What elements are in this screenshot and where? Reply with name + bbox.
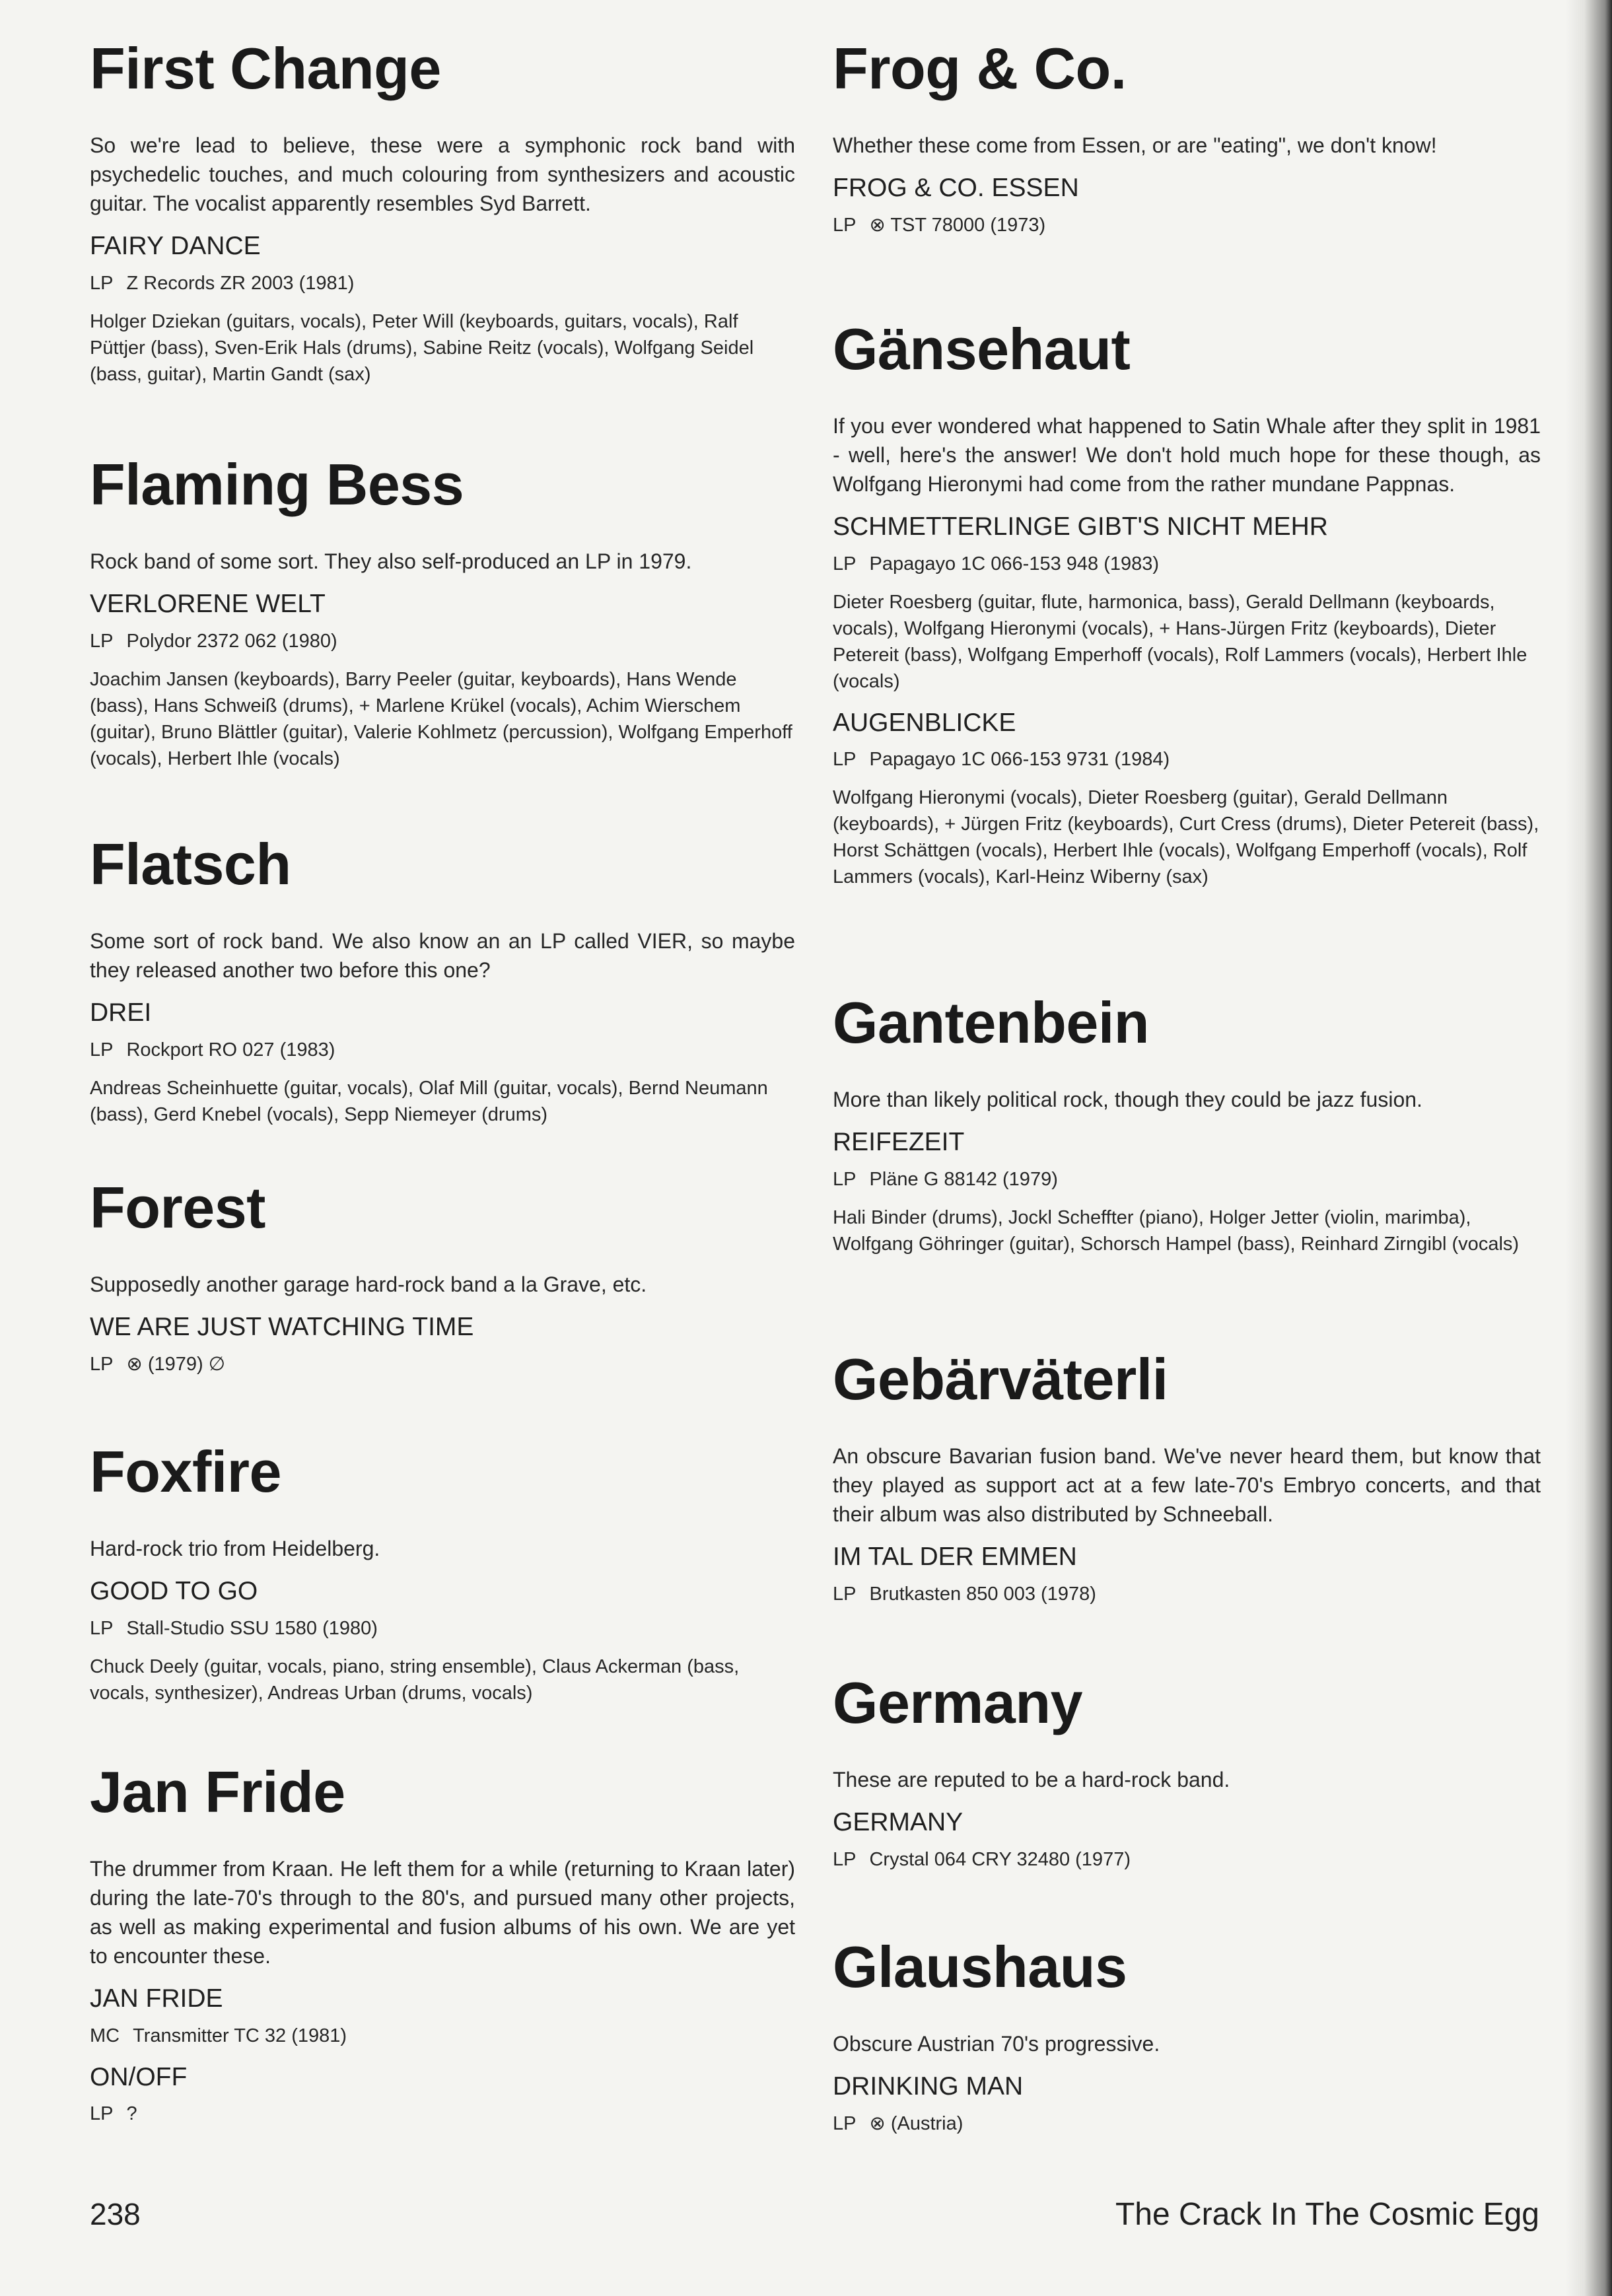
entry-foxfire bbox=[90, 1439, 795, 1706]
entry-frog-and-co bbox=[833, 36, 1541, 238]
band-description: More than likely political rock, though they could be jazz fusion. bbox=[833, 1088, 1422, 1111]
release-line bbox=[90, 271, 795, 296]
band-name: Glaushaus bbox=[833, 1934, 1127, 2000]
album-title: DREI bbox=[90, 998, 152, 1027]
release-line bbox=[90, 1352, 795, 1377]
release-line bbox=[833, 2112, 1541, 2137]
band-description: Obscure Austrian 70's progressive. bbox=[833, 2032, 1160, 2056]
personnel-list: Chuck Deely (guitar, vocals, piano, string ensemble), Claus Ackerman (bass, vocals, synthesizer), Andreas Urban (drums, vocals) bbox=[90, 1655, 740, 1704]
release-label: Transmitter TC 32 (1981) bbox=[133, 2025, 347, 2046]
release-label: ⊗ (1979) ∅ bbox=[126, 1353, 225, 1375]
band-description: Whether these come from Essen, or are "eating", we don't know! bbox=[833, 133, 1437, 157]
release-line bbox=[90, 629, 795, 654]
personnel-list: Wolfgang Hieronymi (vocals), Dieter Roesberg (guitar), Gerald Dellmann (keyboards), + Jürgen Fritz (keyboards), Curt Cress (drums), Dieter Petereit (bass), Horst Schättgen (vocals), Herbert Ihle (vocals), Wolfgang Emperhoff (vocals), Rolf Lammers (vocals), Karl-Heinz Wiberny (sax) bbox=[833, 787, 1539, 888]
band-description: So we're lead to believe, these were a symphonic rock band with psychedelic touches, and much colouring from synthesizers and acoustic guitar. The vocalist apparently resembles Syd Barrett. bbox=[90, 133, 795, 215]
band-name: Germany bbox=[833, 1670, 1083, 1735]
band-description: If you ever wondered what happened to Satin Whale after they split in 1981 - well, here's the answer! We don't hold much hope for these though, as Wolfgang Hieronymi had come from the rather mundane Pappnas. bbox=[833, 414, 1541, 496]
album-title: IM TAL DER EMMEN bbox=[833, 1543, 1077, 1571]
album-title: ON/OFF bbox=[90, 2062, 188, 2091]
release-format: LP bbox=[833, 749, 857, 771]
band-name: Forest bbox=[90, 1175, 265, 1240]
release-format: LP bbox=[90, 1617, 114, 1639]
band-name: Gänsehaut bbox=[833, 316, 1131, 382]
release-label: Stall-Studio SSU 1580 (1980) bbox=[126, 1617, 378, 1639]
album-title: WE ARE JUST WATCHING TIME bbox=[90, 1313, 474, 1341]
release-line bbox=[90, 1038, 795, 1063]
release-line bbox=[90, 2024, 795, 2049]
band-name: Flatsch bbox=[90, 831, 291, 897]
album-title: JAN FRIDE bbox=[90, 1984, 223, 2013]
release-line bbox=[833, 1167, 1541, 1193]
band-description: An obscure Bavarian fusion band. We've never heard them, but know that they played as support act at a few late-70's Embryo concerts, and that their album was also distributed by Schneeball. bbox=[833, 1444, 1541, 1526]
band-description: These are reputed to be a hard-rock band. bbox=[833, 1768, 1230, 1792]
release-format: LP bbox=[833, 1168, 857, 1190]
release-line bbox=[833, 552, 1541, 577]
personnel-list: Joachim Jansen (keyboards), Barry Peeler (guitar, keyboards), Hans Wende (bass), Hans Schweiß (drums), + Marlene Krükel (vocals), Achim Wierschem (guitar), Bruno Blättler (guitar), Valerie Kohlmetz (percussion), Wolfgang Emperhoff (vocals), Herbert Ihle (vocals) bbox=[90, 668, 792, 769]
release-format: LP bbox=[833, 214, 857, 236]
release-label: Pläne G 88142 (1979) bbox=[869, 1168, 1058, 1190]
entry-jan-fride bbox=[90, 1759, 795, 2127]
release-line bbox=[90, 2102, 795, 2127]
release-format: LP bbox=[90, 1353, 114, 1375]
band-name: Jan Fride bbox=[90, 1759, 345, 1825]
band-description: Some sort of rock band. We also know an an LP called VIER, so maybe they released another two before this one? bbox=[90, 929, 795, 982]
release-label: Papagayo 1C 066-153 9731 (1984) bbox=[869, 749, 1170, 771]
band-name: Foxfire bbox=[90, 1439, 281, 1504]
album-title: AUGENBLICKE bbox=[833, 708, 1016, 737]
entry-gaensehaut bbox=[833, 316, 1541, 890]
personnel-list: Andreas Scheinhuette (guitar, vocals), Olaf Mill (guitar, vocals), Bernd Neumann (bass), Gerd Knebel (vocals), Sepp Niemeyer (drums) bbox=[90, 1077, 768, 1125]
release-line bbox=[833, 1582, 1541, 1607]
album-title: FROG & CO. ESSEN bbox=[833, 174, 1079, 202]
release-line bbox=[833, 1848, 1541, 1873]
personnel-list: Holger Dziekan (guitars, vocals), Peter Will (keyboards, guitars, vocals), Ralf Püttjer (bass), Sven-Erik Hals (drums), Sabine Reitz (vocals), Wolfgang Seidel (bass, guitar), Martin Gandt (sax) bbox=[90, 310, 754, 385]
release-label: Polydor 2372 062 (1980) bbox=[126, 630, 337, 652]
release-label: Rockport RO 027 (1983) bbox=[126, 1039, 335, 1061]
entry-flaming-bess bbox=[90, 452, 795, 772]
release-line bbox=[90, 1617, 795, 1642]
release-format: LP bbox=[90, 1039, 114, 1061]
album-title: REIFEZEIT bbox=[833, 1128, 965, 1156]
personnel-list: Hali Binder (drums), Jockl Scheffter (piano), Holger Jetter (violin, marimba), Wolfgang Göhringer (guitar), Schorsch Hampel (bass), Reinhard Zirngibl (vocals) bbox=[833, 1206, 1520, 1255]
album-title: FAIRY DANCE bbox=[90, 232, 261, 260]
album-title: SCHMETTERLINGE GIBT'S NICHT MEHR bbox=[833, 512, 1328, 541]
release-format: LP bbox=[833, 2112, 857, 2134]
release-label: Papagayo 1C 066-153 948 (1983) bbox=[869, 553, 1160, 574]
release-format: LP bbox=[833, 553, 857, 574]
page-number: 238 bbox=[90, 2197, 141, 2231]
entry-gebaervaeterli bbox=[833, 1346, 1541, 1607]
entry-forest bbox=[90, 1175, 795, 1377]
release-label: ⊗ (Austria) bbox=[869, 2112, 964, 2134]
entry-first-change bbox=[90, 36, 795, 388]
band-description: Rock band of some sort. They also self-produced an LP in 1979. bbox=[90, 549, 692, 573]
release-line bbox=[833, 748, 1541, 773]
band-name: Gebärväterli bbox=[833, 1346, 1168, 1412]
release-format: LP bbox=[90, 2103, 114, 2125]
release-format: MC bbox=[90, 2025, 120, 2046]
release-label: Brutkasten 850 003 (1978) bbox=[869, 1583, 1096, 1605]
album-title: VERLORENE WELT bbox=[90, 590, 326, 618]
entry-flatsch bbox=[90, 831, 795, 1128]
entry-glaushaus bbox=[833, 1934, 1541, 2137]
album-title: GERMANY bbox=[833, 1808, 964, 1836]
band-description: The drummer from Kraan. He left them for a while (returning to Kraan later) during the late-70's through to the 80's, and pursued many other projects, as well as making experimental and fusion albums of his own. We are yet to encounter these. bbox=[90, 1857, 795, 1968]
release-format: LP bbox=[833, 1583, 857, 1605]
release-format: LP bbox=[833, 1848, 857, 1870]
band-description: Supposedly another garage hard-rock band a la Grave, etc. bbox=[90, 1272, 647, 1296]
release-format: LP bbox=[90, 630, 114, 652]
entry-germany bbox=[833, 1670, 1541, 1873]
release-label: Z Records ZR 2003 (1981) bbox=[126, 272, 355, 294]
band-name: Frog & Co. bbox=[833, 36, 1127, 101]
band-name: First Change bbox=[90, 36, 441, 101]
band-description: Hard-rock trio from Heidelberg. bbox=[90, 1537, 380, 1560]
band-name: Gantenbein bbox=[833, 990, 1150, 1055]
entry-gantenbein bbox=[833, 990, 1541, 1257]
release-label: Crystal 064 CRY 32480 (1977) bbox=[869, 1848, 1131, 1870]
release-line bbox=[833, 213, 1541, 238]
band-name: Flaming Bess bbox=[90, 452, 464, 517]
book-title: The Crack In The Cosmic Egg bbox=[1115, 2197, 1539, 2232]
release-format: LP bbox=[90, 272, 114, 294]
personnel-list: Dieter Roesberg (guitar, flute, harmonica, bass), Gerald Dellmann (keyboards, vocals), Wolfgang Hieronymi (vocals), + Hans-Jürgen Fritz (keyboards), Dieter Petereit (bass), Wolfgang Emperhoff (vocals), Rolf Lammers (vocals), Herbert Ihle (vocals) bbox=[833, 591, 1527, 692]
release-label: ⊗ TST 78000 (1973) bbox=[869, 214, 1046, 236]
album-title: DRINKING MAN bbox=[833, 2072, 1024, 2101]
release-label: ? bbox=[126, 2103, 137, 2125]
page-edge-shadow bbox=[1566, 0, 1612, 2296]
album-title: GOOD TO GO bbox=[90, 1577, 258, 1605]
